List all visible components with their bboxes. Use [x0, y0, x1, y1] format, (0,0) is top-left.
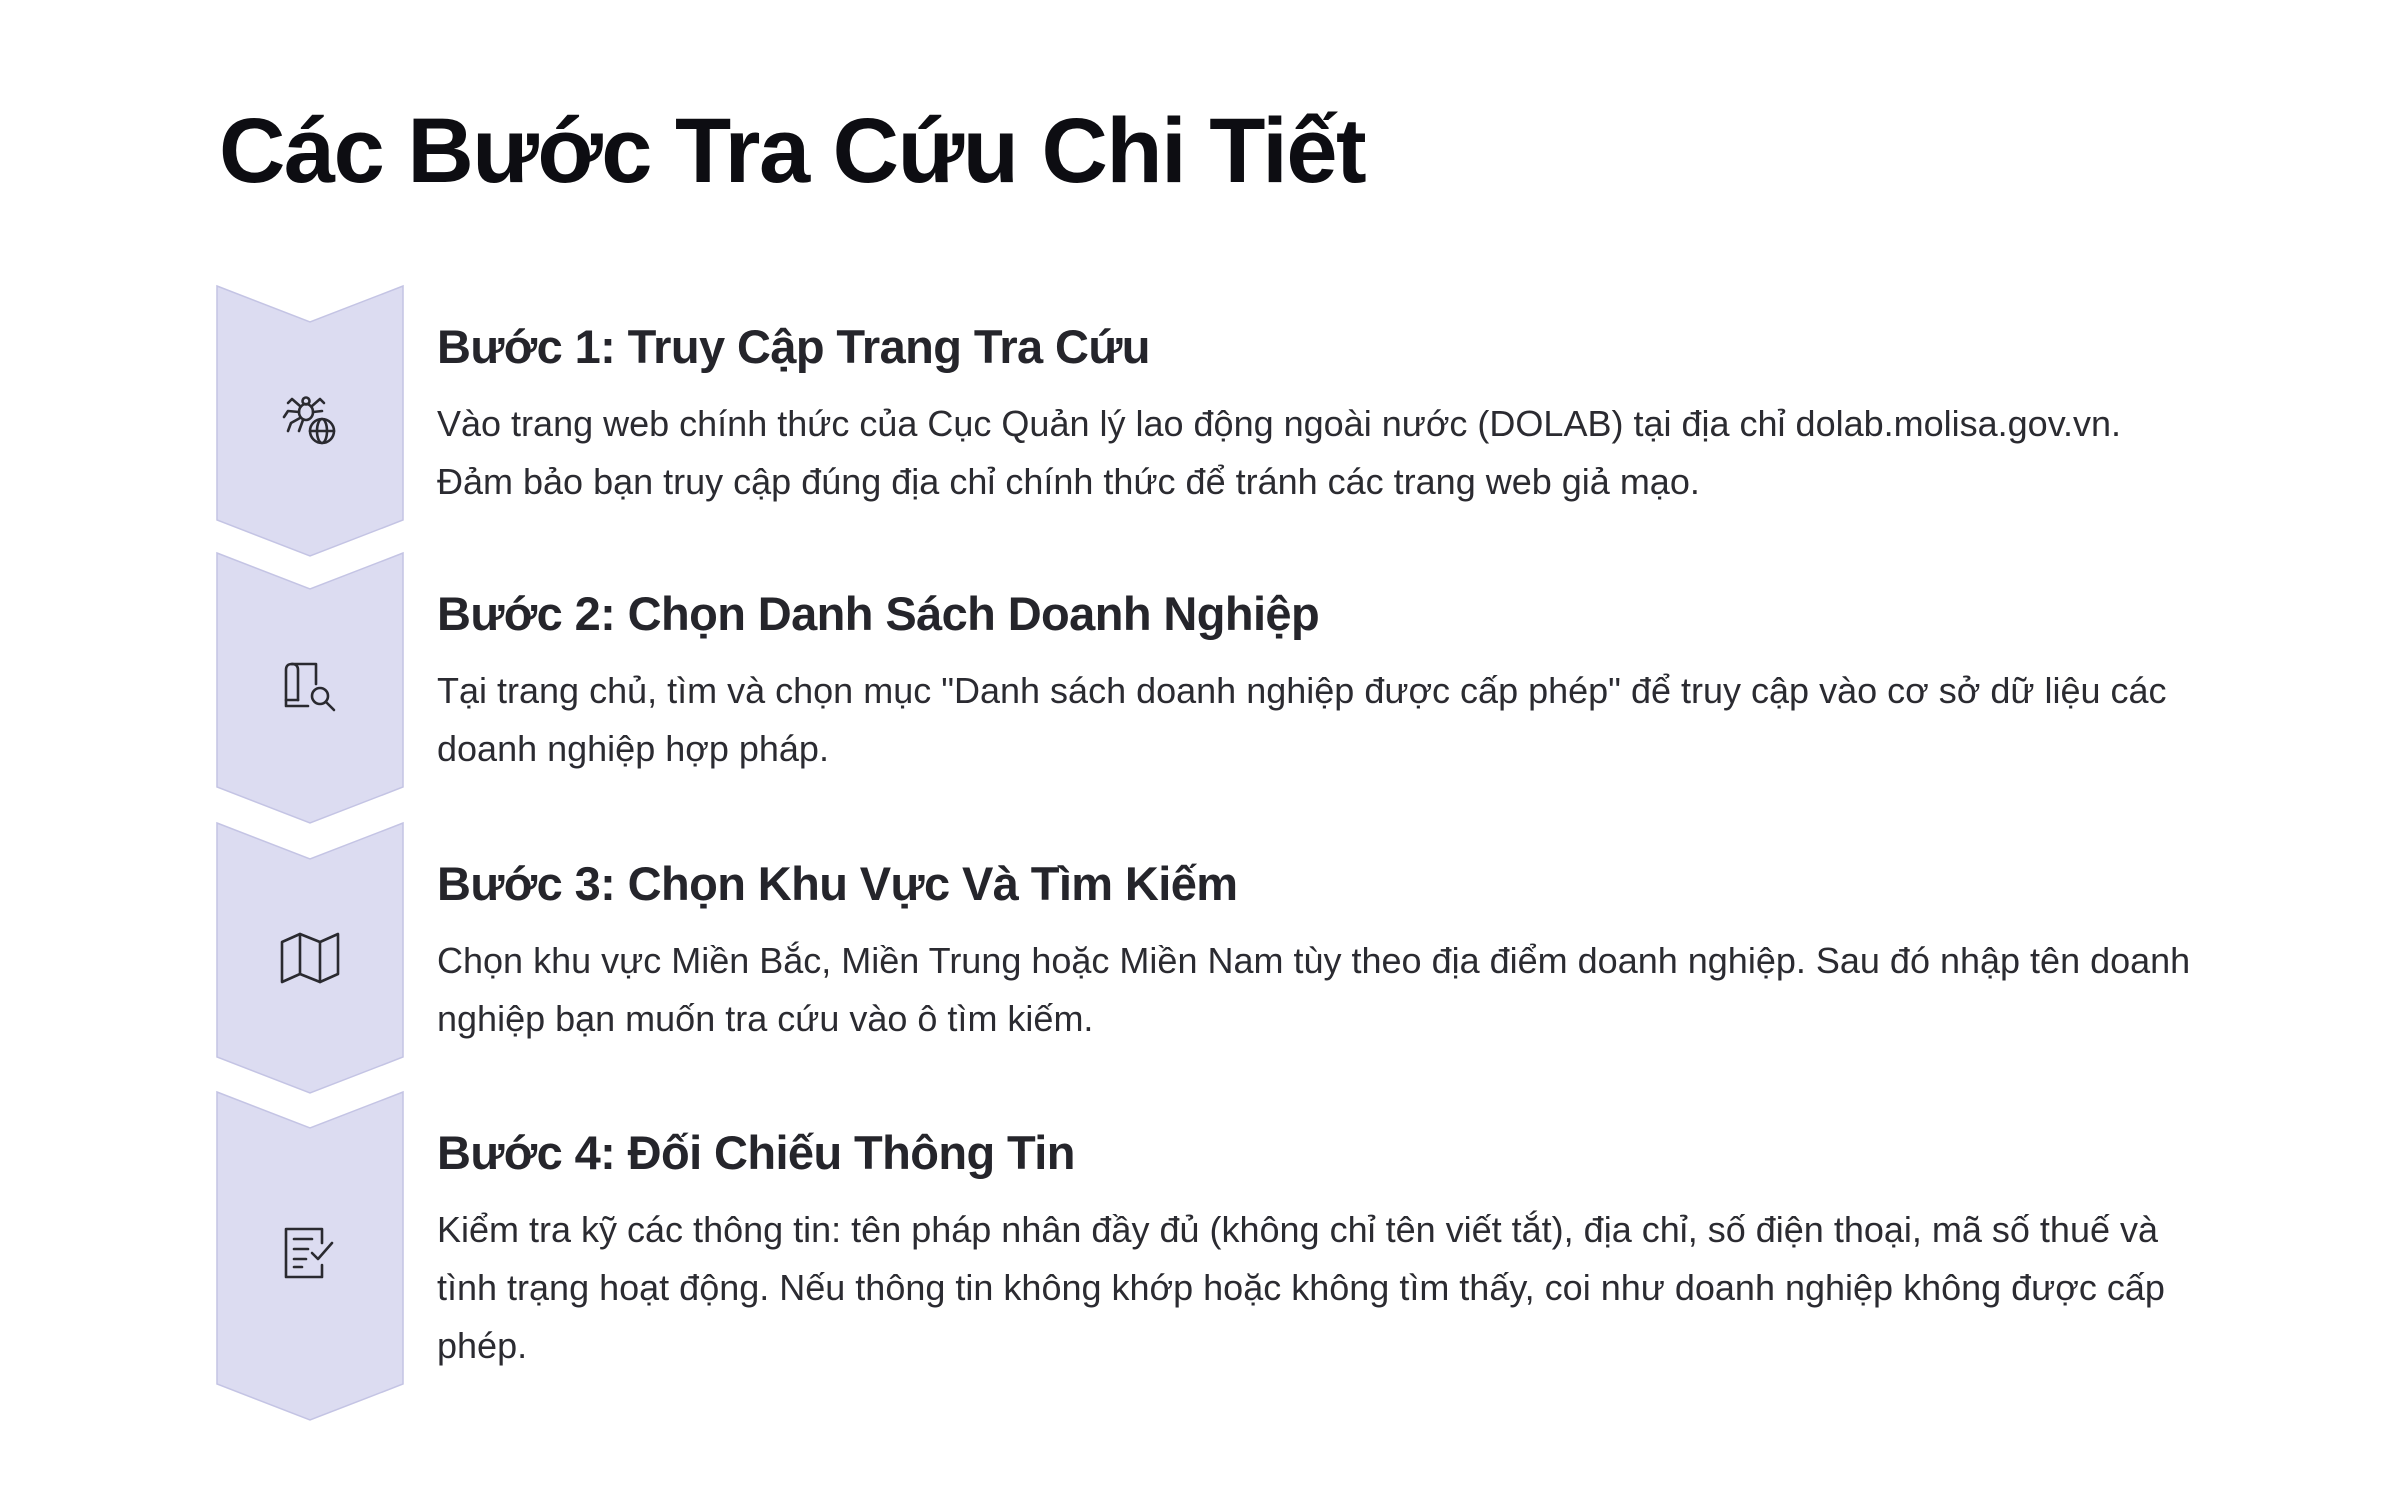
step-3-title: Bước 3: Chọn Khu Vực Và Tìm Kiếm — [437, 857, 1238, 910]
step-2-description: Tại trang chủ, tìm và chọn mục "Danh sách doanh nghiệp được cấp phép" để truy cập vào cơ sở dữ liệu các doanh nghiệp hợp pháp. — [437, 670, 2167, 769]
step-2 — [216, 552, 2216, 824]
spider-globe-icon — [278, 389, 342, 453]
checklist-icon — [278, 1221, 342, 1285]
step-1-description: Vào trang web chính thức của Cục Quản lý lao động ngoài nước (DOLAB) tại địa chỉ dolab.molisa.gov.vn. Đảm bảo bạn truy cập đúng địa chỉ chính thức để tránh các trang web giả mạo. — [437, 403, 2122, 502]
step-4 — [216, 1091, 2216, 1366]
step-3-description: Chọn khu vực Miền Bắc, Miền Trung hoặc Miền Nam tùy theo địa điểm doanh nghiệp. Sau đó nhập tên doanh nghiệp bạn muốn tra cứu vào ô tìm kiếm. — [437, 940, 2191, 1039]
page-title: Các Bước Tra Cứu Chi Tiết — [219, 100, 1366, 202]
step-3 — [216, 822, 2216, 1094]
step-1 — [216, 285, 2216, 557]
step-4-description: Kiểm tra kỹ các thông tin: tên pháp nhân đầy đủ (không chỉ tên viết tắt), địa chỉ, số điện thoại, mã số thuế và tình trạng hoạt động. Nếu thông tin không khớp hoặc không tìm thấy, coi như doanh nghiệp không được cấp phép. — [437, 1209, 2165, 1366]
map-icon — [278, 926, 342, 990]
step-4-title: Bước 4: Đối Chiếu Thông Tin — [437, 1126, 1075, 1179]
step-1-title: Bước 1: Truy Cập Trang Tra Cứu — [437, 320, 1150, 373]
document-search-icon — [278, 656, 342, 720]
step-2-title: Bước 2: Chọn Danh Sách Doanh Nghiệp — [437, 587, 1320, 640]
